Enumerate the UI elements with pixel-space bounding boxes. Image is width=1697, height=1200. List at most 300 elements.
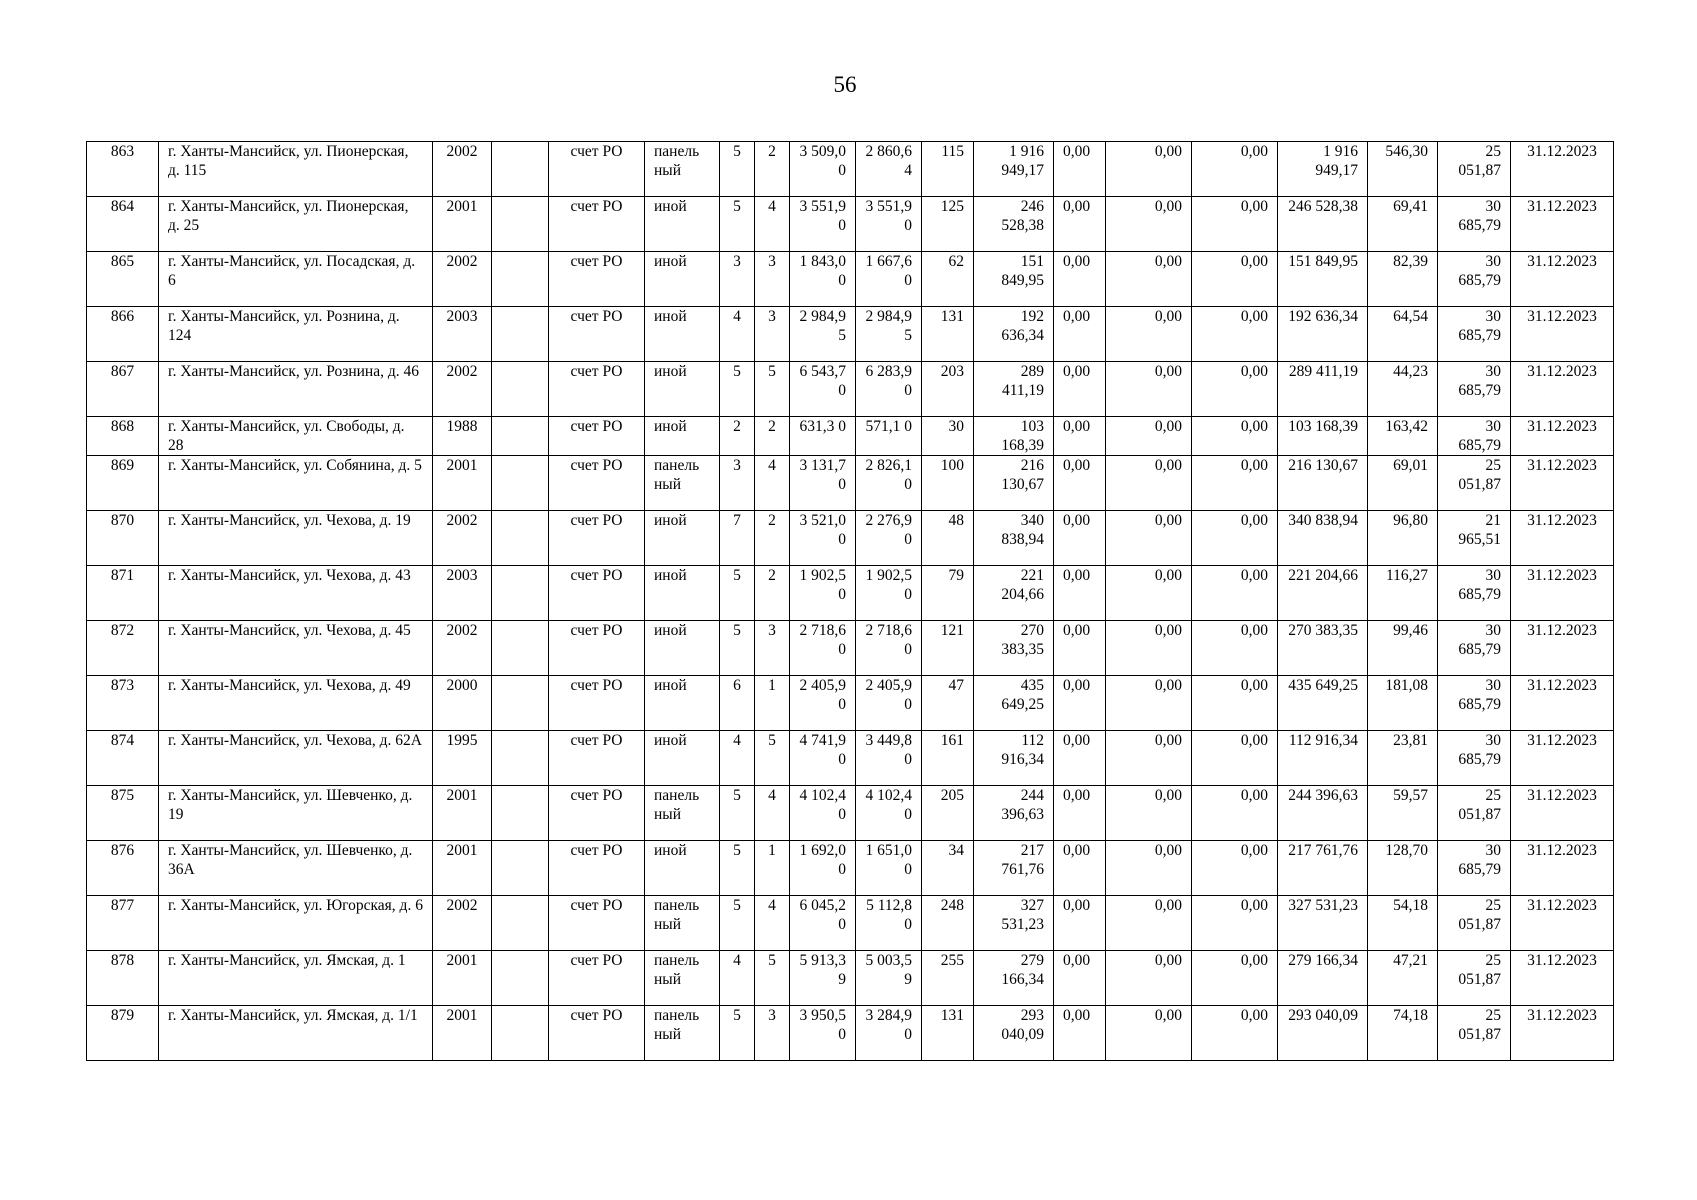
cell-entrances: 2 xyxy=(755,417,790,456)
cell-cost-per-m2: 546,30 xyxy=(1368,142,1438,197)
cell-wall-material: иной xyxy=(645,307,720,362)
cell-deadline: 31.12.2023 xyxy=(1511,951,1614,1006)
cell-limit-cost: 25 051,87 xyxy=(1438,1006,1511,1061)
cell-cost-total: 1 916 949,17 xyxy=(974,142,1054,197)
cell-floors: 5 xyxy=(720,142,755,197)
cell-entrances: 1 xyxy=(755,676,790,731)
cell-floors: 5 xyxy=(720,896,755,951)
cell-cost-total: 289 411,19 xyxy=(974,362,1054,417)
cell-fund-1: 0,00 xyxy=(1054,142,1106,197)
cell-entrances: 5 xyxy=(755,731,790,786)
cell-cost-total: 435 649,25 xyxy=(974,676,1054,731)
cell-residents: 48 xyxy=(922,511,974,566)
cell-wall-material: иной xyxy=(645,841,720,896)
cell-number: 864 xyxy=(87,197,159,252)
cell-wall-material: иной xyxy=(645,731,720,786)
cell-fund-3: 0,00 xyxy=(1192,362,1278,417)
cell-entrances: 4 xyxy=(755,786,790,841)
cell-owners-funds: 151 849,95 xyxy=(1278,252,1368,307)
cell-deadline: 31.12.2023 xyxy=(1511,417,1614,456)
cell-empty xyxy=(492,841,549,896)
cell-floors: 5 xyxy=(720,786,755,841)
cell-owners-funds: 244 396,63 xyxy=(1278,786,1368,841)
cell-empty xyxy=(492,197,549,252)
cell-fund-2: 0,00 xyxy=(1106,252,1192,307)
cell-number: 866 xyxy=(87,307,159,362)
cell-entrances: 4 xyxy=(755,456,790,511)
cell-number: 876 xyxy=(87,841,159,896)
cell-empty xyxy=(492,731,549,786)
cell-cost-per-m2: 82,39 xyxy=(1368,252,1438,307)
cell-method: счет РО xyxy=(549,621,645,676)
cell-owners-funds: 103 168,39 xyxy=(1278,417,1368,456)
page-number: 56 xyxy=(833,72,857,97)
cell-entrances: 2 xyxy=(755,511,790,566)
cell-residents: 62 xyxy=(922,252,974,307)
cell-method: счет РО xyxy=(549,951,645,1006)
cell-area-living: 3 449,8 0 xyxy=(856,731,922,786)
cell-number: 875 xyxy=(87,786,159,841)
cell-address: г. Ханты-Мансийск, ул. Югорская, д. 6 xyxy=(159,896,433,951)
cell-fund-2: 0,00 xyxy=(1106,197,1192,252)
cell-fund-2: 0,00 xyxy=(1106,307,1192,362)
cell-area-living: 6 283,9 0 xyxy=(856,362,922,417)
cell-deadline: 31.12.2023 xyxy=(1511,197,1614,252)
cell-entrances: 3 xyxy=(755,1006,790,1061)
cell-wall-material: иной xyxy=(645,417,720,456)
cell-owners-funds: 221 204,66 xyxy=(1278,566,1368,621)
cell-floors: 3 xyxy=(720,456,755,511)
cell-deadline: 31.12.2023 xyxy=(1511,786,1614,841)
cell-floors: 5 xyxy=(720,1006,755,1061)
cell-limit-cost: 30 685,79 xyxy=(1438,566,1511,621)
table-row xyxy=(87,566,1614,621)
cell-fund-1: 0,00 xyxy=(1054,417,1106,456)
cell-fund-2: 0,00 xyxy=(1106,456,1192,511)
cell-owners-funds: 279 166,34 xyxy=(1278,951,1368,1006)
cell-limit-cost: 30 685,79 xyxy=(1438,731,1511,786)
cell-cost-total: 217 761,76 xyxy=(974,841,1054,896)
cell-cost-per-m2: 99,46 xyxy=(1368,621,1438,676)
cell-cost-total: 270 383,35 xyxy=(974,621,1054,676)
cell-deadline: 31.12.2023 xyxy=(1511,1006,1614,1061)
cell-floors: 5 xyxy=(720,841,755,896)
cell-method: счет РО xyxy=(549,197,645,252)
cell-area-living: 1 902,5 0 xyxy=(856,566,922,621)
cell-number: 867 xyxy=(87,362,159,417)
cell-address: г. Ханты-Мансийск, ул. Рознина, д. 46 xyxy=(159,362,433,417)
cell-area-total: 2 984,9 5 xyxy=(790,307,856,362)
cell-cost-per-m2: 69,01 xyxy=(1368,456,1438,511)
cell-entrances: 5 xyxy=(755,362,790,417)
table-row xyxy=(87,951,1614,1006)
cell-method: счет РО xyxy=(549,896,645,951)
cell-area-living: 1 651,0 0 xyxy=(856,841,922,896)
cell-limit-cost: 30 685,79 xyxy=(1438,252,1511,307)
cell-residents: 121 xyxy=(922,621,974,676)
cell-cost-total: 216 130,67 xyxy=(974,456,1054,511)
cell-fund-3: 0,00 xyxy=(1192,1006,1278,1061)
cell-cost-total: 279 166,34 xyxy=(974,951,1054,1006)
cell-area-living: 3 284,9 0 xyxy=(856,1006,922,1061)
cell-residents: 125 xyxy=(922,197,974,252)
table-body xyxy=(87,142,1614,1061)
cell-cost-per-m2: 163,42 xyxy=(1368,417,1438,456)
table-row xyxy=(87,676,1614,731)
cell-year: 2001 xyxy=(433,841,492,896)
cell-cost-total: 192 636,34 xyxy=(974,307,1054,362)
cell-fund-1: 0,00 xyxy=(1054,197,1106,252)
cell-fund-2: 0,00 xyxy=(1106,676,1192,731)
cell-deadline: 31.12.2023 xyxy=(1511,896,1614,951)
cell-floors: 4 xyxy=(720,731,755,786)
cell-floors: 7 xyxy=(720,511,755,566)
cell-area-total: 4 741,9 0 xyxy=(790,731,856,786)
buildings-table xyxy=(86,141,1614,1061)
cell-area-total: 1 692,0 0 xyxy=(790,841,856,896)
cell-method: счет РО xyxy=(549,511,645,566)
cell-address: г. Ханты-Мансийск, ул. Рознина, д. 124 xyxy=(159,307,433,362)
cell-area-total: 3 551,9 0 xyxy=(790,197,856,252)
cell-year: 1995 xyxy=(433,731,492,786)
cell-deadline: 31.12.2023 xyxy=(1511,621,1614,676)
cell-year: 2002 xyxy=(433,896,492,951)
cell-fund-1: 0,00 xyxy=(1054,362,1106,417)
cell-area-total: 3 509,0 0 xyxy=(790,142,856,197)
cell-wall-material: иной xyxy=(645,676,720,731)
cell-number: 863 xyxy=(87,142,159,197)
cell-residents: 47 xyxy=(922,676,974,731)
cell-wall-material: панель ный xyxy=(645,786,720,841)
cell-empty xyxy=(492,142,549,197)
cell-cost-per-m2: 128,70 xyxy=(1368,841,1438,896)
cell-residents: 248 xyxy=(922,896,974,951)
cell-year: 2000 xyxy=(433,676,492,731)
cell-fund-2: 0,00 xyxy=(1106,896,1192,951)
cell-year: 2001 xyxy=(433,1006,492,1061)
cell-fund-2: 0,00 xyxy=(1106,142,1192,197)
table-row xyxy=(87,786,1614,841)
cell-floors: 6 xyxy=(720,676,755,731)
cell-entrances: 2 xyxy=(755,142,790,197)
cell-limit-cost: 30 685,79 xyxy=(1438,307,1511,362)
cell-empty xyxy=(492,252,549,307)
cell-area-living: 4 102,4 0 xyxy=(856,786,922,841)
cell-floors: 5 xyxy=(720,566,755,621)
cell-fund-3: 0,00 xyxy=(1192,456,1278,511)
cell-limit-cost: 25 051,87 xyxy=(1438,142,1511,197)
cell-number: 870 xyxy=(87,511,159,566)
cell-wall-material: иной xyxy=(645,197,720,252)
cell-fund-2: 0,00 xyxy=(1106,951,1192,1006)
cell-limit-cost: 30 685,79 xyxy=(1438,841,1511,896)
cell-number: 879 xyxy=(87,1006,159,1061)
cell-year: 2001 xyxy=(433,786,492,841)
cell-address: г. Ханты-Мансийск, ул. Собянина, д. 5 xyxy=(159,456,433,511)
cell-number: 871 xyxy=(87,566,159,621)
cell-cost-total: 327 531,23 xyxy=(974,896,1054,951)
cell-floors: 5 xyxy=(720,197,755,252)
cell-area-total: 631,3 0 xyxy=(790,417,856,456)
cell-year: 2002 xyxy=(433,621,492,676)
cell-method: счет РО xyxy=(549,786,645,841)
cell-method: счет РО xyxy=(549,841,645,896)
cell-method: счет РО xyxy=(549,676,645,731)
cell-cost-per-m2: 23,81 xyxy=(1368,731,1438,786)
cell-empty xyxy=(492,896,549,951)
cell-year: 2002 xyxy=(433,142,492,197)
cell-empty xyxy=(492,951,549,1006)
cell-method: счет РО xyxy=(549,731,645,786)
cell-wall-material: панель ный xyxy=(645,896,720,951)
cell-fund-2: 0,00 xyxy=(1106,731,1192,786)
cell-deadline: 31.12.2023 xyxy=(1511,566,1614,621)
cell-fund-2: 0,00 xyxy=(1106,786,1192,841)
cell-fund-3: 0,00 xyxy=(1192,621,1278,676)
cell-cost-total: 221 204,66 xyxy=(974,566,1054,621)
cell-fund-3: 0,00 xyxy=(1192,566,1278,621)
cell-year: 2001 xyxy=(433,197,492,252)
cell-residents: 131 xyxy=(922,307,974,362)
cell-wall-material: иной xyxy=(645,252,720,307)
cell-fund-3: 0,00 xyxy=(1192,252,1278,307)
cell-year: 2003 xyxy=(433,307,492,362)
cell-year: 2002 xyxy=(433,362,492,417)
cell-year: 2001 xyxy=(433,951,492,1006)
cell-residents: 100 xyxy=(922,456,974,511)
cell-residents: 79 xyxy=(922,566,974,621)
cell-owners-funds: 270 383,35 xyxy=(1278,621,1368,676)
cell-year: 2001 xyxy=(433,456,492,511)
cell-fund-2: 0,00 xyxy=(1106,621,1192,676)
cell-entrances: 3 xyxy=(755,621,790,676)
cell-wall-material: панель ный xyxy=(645,951,720,1006)
cell-fund-2: 0,00 xyxy=(1106,417,1192,456)
cell-deadline: 31.12.2023 xyxy=(1511,676,1614,731)
cell-method: счет РО xyxy=(549,417,645,456)
cell-fund-3: 0,00 xyxy=(1192,511,1278,566)
cell-address: г. Ханты-Мансийск, ул. Шевченко, д. 36А xyxy=(159,841,433,896)
cell-area-total: 6 543,7 0 xyxy=(790,362,856,417)
cell-method: счет РО xyxy=(549,307,645,362)
cell-limit-cost: 21 965,51 xyxy=(1438,511,1511,566)
cell-empty xyxy=(492,566,549,621)
cell-limit-cost: 25 051,87 xyxy=(1438,456,1511,511)
cell-wall-material: панель ный xyxy=(645,142,720,197)
cell-wall-material: иной xyxy=(645,621,720,676)
cell-owners-funds: 327 531,23 xyxy=(1278,896,1368,951)
cell-owners-funds: 112 916,34 xyxy=(1278,731,1368,786)
cell-fund-1: 0,00 xyxy=(1054,786,1106,841)
table-row xyxy=(87,621,1614,676)
cell-year: 2003 xyxy=(433,566,492,621)
cell-area-total: 1 902,5 0 xyxy=(790,566,856,621)
cell-entrances: 5 xyxy=(755,951,790,1006)
cell-address: г. Ханты-Мансийск, ул. Посадская, д. 6 xyxy=(159,252,433,307)
table-row xyxy=(87,511,1614,566)
cell-empty xyxy=(492,362,549,417)
cell-owners-funds: 192 636,34 xyxy=(1278,307,1368,362)
cell-cost-per-m2: 74,18 xyxy=(1368,1006,1438,1061)
cell-fund-2: 0,00 xyxy=(1106,566,1192,621)
cell-owners-funds: 340 838,94 xyxy=(1278,511,1368,566)
cell-owners-funds: 1 916 949,17 xyxy=(1278,142,1368,197)
cell-area-living: 5 112,8 0 xyxy=(856,896,922,951)
cell-fund-1: 0,00 xyxy=(1054,1006,1106,1061)
cell-fund-1: 0,00 xyxy=(1054,456,1106,511)
cell-fund-3: 0,00 xyxy=(1192,417,1278,456)
cell-residents: 255 xyxy=(922,951,974,1006)
cell-address: г. Ханты-Мансийск, ул. Пионерская, д. 25 xyxy=(159,197,433,252)
cell-fund-3: 0,00 xyxy=(1192,896,1278,951)
cell-fund-2: 0,00 xyxy=(1106,511,1192,566)
table-row xyxy=(87,841,1614,896)
cell-cost-total: 246 528,38 xyxy=(974,197,1054,252)
cell-cost-total: 151 849,95 xyxy=(974,252,1054,307)
cell-limit-cost: 30 685,79 xyxy=(1438,362,1511,417)
cell-residents: 205 xyxy=(922,786,974,841)
cell-area-living: 2 826,1 0 xyxy=(856,456,922,511)
cell-cost-per-m2: 181,08 xyxy=(1368,676,1438,731)
cell-method: счет РО xyxy=(549,252,645,307)
cell-fund-3: 0,00 xyxy=(1192,676,1278,731)
cell-number: 878 xyxy=(87,951,159,1006)
cell-limit-cost: 25 051,87 xyxy=(1438,896,1511,951)
table-row xyxy=(87,731,1614,786)
cell-number: 868 xyxy=(87,417,159,456)
cell-area-living: 2 984,9 5 xyxy=(856,307,922,362)
cell-fund-1: 0,00 xyxy=(1054,841,1106,896)
cell-empty xyxy=(492,307,549,362)
cell-cost-per-m2: 96,80 xyxy=(1368,511,1438,566)
cell-empty xyxy=(492,676,549,731)
cell-area-total: 4 102,4 0 xyxy=(790,786,856,841)
cell-number: 869 xyxy=(87,456,159,511)
cell-empty xyxy=(492,1006,549,1061)
table-row xyxy=(87,252,1614,307)
cell-number: 865 xyxy=(87,252,159,307)
cell-fund-3: 0,00 xyxy=(1192,307,1278,362)
cell-area-total: 1 843,0 0 xyxy=(790,252,856,307)
cell-owners-funds: 293 040,09 xyxy=(1278,1006,1368,1061)
cell-entrances: 1 xyxy=(755,841,790,896)
cell-number: 874 xyxy=(87,731,159,786)
cell-fund-1: 0,00 xyxy=(1054,566,1106,621)
cell-year: 2002 xyxy=(433,511,492,566)
cell-owners-funds: 217 761,76 xyxy=(1278,841,1368,896)
cell-fund-1: 0,00 xyxy=(1054,621,1106,676)
cell-owners-funds: 435 649,25 xyxy=(1278,676,1368,731)
cell-floors: 2 xyxy=(720,417,755,456)
cell-wall-material: иной xyxy=(645,511,720,566)
cell-entrances: 4 xyxy=(755,197,790,252)
cell-cost-per-m2: 59,57 xyxy=(1368,786,1438,841)
cell-area-living: 2 405,9 0 xyxy=(856,676,922,731)
cell-address: г. Ханты-Мансийск, ул. Чехова, д. 62А xyxy=(159,731,433,786)
cell-year: 2002 xyxy=(433,252,492,307)
cell-wall-material: иной xyxy=(645,362,720,417)
cell-owners-funds: 216 130,67 xyxy=(1278,456,1368,511)
cell-area-total: 3 131,7 0 xyxy=(790,456,856,511)
cell-area-total: 3 950,5 0 xyxy=(790,1006,856,1061)
cell-address: г. Ханты-Мансийск, ул. Чехова, д. 19 xyxy=(159,511,433,566)
cell-area-total: 2 405,9 0 xyxy=(790,676,856,731)
cell-deadline: 31.12.2023 xyxy=(1511,841,1614,896)
table-row xyxy=(87,896,1614,951)
cell-empty xyxy=(492,621,549,676)
cell-cost-per-m2: 69,41 xyxy=(1368,197,1438,252)
cell-deadline: 31.12.2023 xyxy=(1511,731,1614,786)
cell-floors: 3 xyxy=(720,252,755,307)
cell-fund-3: 0,00 xyxy=(1192,786,1278,841)
cell-limit-cost: 30 685,79 xyxy=(1438,676,1511,731)
cell-deadline: 31.12.2023 xyxy=(1511,252,1614,307)
cell-area-living: 2 718,6 0 xyxy=(856,621,922,676)
cell-fund-1: 0,00 xyxy=(1054,951,1106,1006)
cell-deadline: 31.12.2023 xyxy=(1511,142,1614,197)
cell-number: 873 xyxy=(87,676,159,731)
cell-owners-funds: 289 411,19 xyxy=(1278,362,1368,417)
cell-residents: 30 xyxy=(922,417,974,456)
cell-cost-per-m2: 54,18 xyxy=(1368,896,1438,951)
cell-cost-per-m2: 47,21 xyxy=(1368,951,1438,1006)
cell-limit-cost: 25 051,87 xyxy=(1438,786,1511,841)
cell-fund-2: 0,00 xyxy=(1106,1006,1192,1061)
cell-fund-2: 0,00 xyxy=(1106,841,1192,896)
cell-year: 1988 xyxy=(433,417,492,456)
cell-empty xyxy=(492,417,549,456)
cell-cost-total: 340 838,94 xyxy=(974,511,1054,566)
cell-method: счет РО xyxy=(549,1006,645,1061)
cell-deadline: 31.12.2023 xyxy=(1511,456,1614,511)
cell-area-living: 1 667,6 0 xyxy=(856,252,922,307)
cell-empty xyxy=(492,786,549,841)
cell-fund-3: 0,00 xyxy=(1192,197,1278,252)
cell-empty xyxy=(492,456,549,511)
cell-fund-1: 0,00 xyxy=(1054,511,1106,566)
cell-floors: 5 xyxy=(720,621,755,676)
cell-area-total: 6 045,2 0 xyxy=(790,896,856,951)
cell-fund-1: 0,00 xyxy=(1054,307,1106,362)
cell-floors: 4 xyxy=(720,951,755,1006)
cell-entrances: 4 xyxy=(755,896,790,951)
cell-address: г. Ханты-Мансийск, ул. Чехова, д. 43 xyxy=(159,566,433,621)
cell-method: счет РО xyxy=(549,362,645,417)
cell-fund-1: 0,00 xyxy=(1054,731,1106,786)
cell-cost-per-m2: 44,23 xyxy=(1368,362,1438,417)
table-row xyxy=(87,417,1614,456)
cell-floors: 5 xyxy=(720,362,755,417)
cell-area-living: 3 551,9 0 xyxy=(856,197,922,252)
cell-cost-total: 244 396,63 xyxy=(974,786,1054,841)
cell-wall-material: панель ный xyxy=(645,456,720,511)
cell-fund-1: 0,00 xyxy=(1054,252,1106,307)
cell-address: г. Ханты-Мансийск, ул. Пионерская, д. 115 xyxy=(159,142,433,197)
cell-residents: 203 xyxy=(922,362,974,417)
table-row xyxy=(87,362,1614,417)
cell-cost-per-m2: 64,54 xyxy=(1368,307,1438,362)
cell-area-total: 2 718,6 0 xyxy=(790,621,856,676)
cell-method: счет РО xyxy=(549,142,645,197)
cell-cost-per-m2: 116,27 xyxy=(1368,566,1438,621)
cell-residents: 161 xyxy=(922,731,974,786)
cell-area-living: 2 860,6 4 xyxy=(856,142,922,197)
cell-fund-3: 0,00 xyxy=(1192,951,1278,1006)
cell-entrances: 3 xyxy=(755,307,790,362)
cell-limit-cost: 30 685,79 xyxy=(1438,621,1511,676)
cell-fund-1: 0,00 xyxy=(1054,896,1106,951)
cell-fund-3: 0,00 xyxy=(1192,731,1278,786)
